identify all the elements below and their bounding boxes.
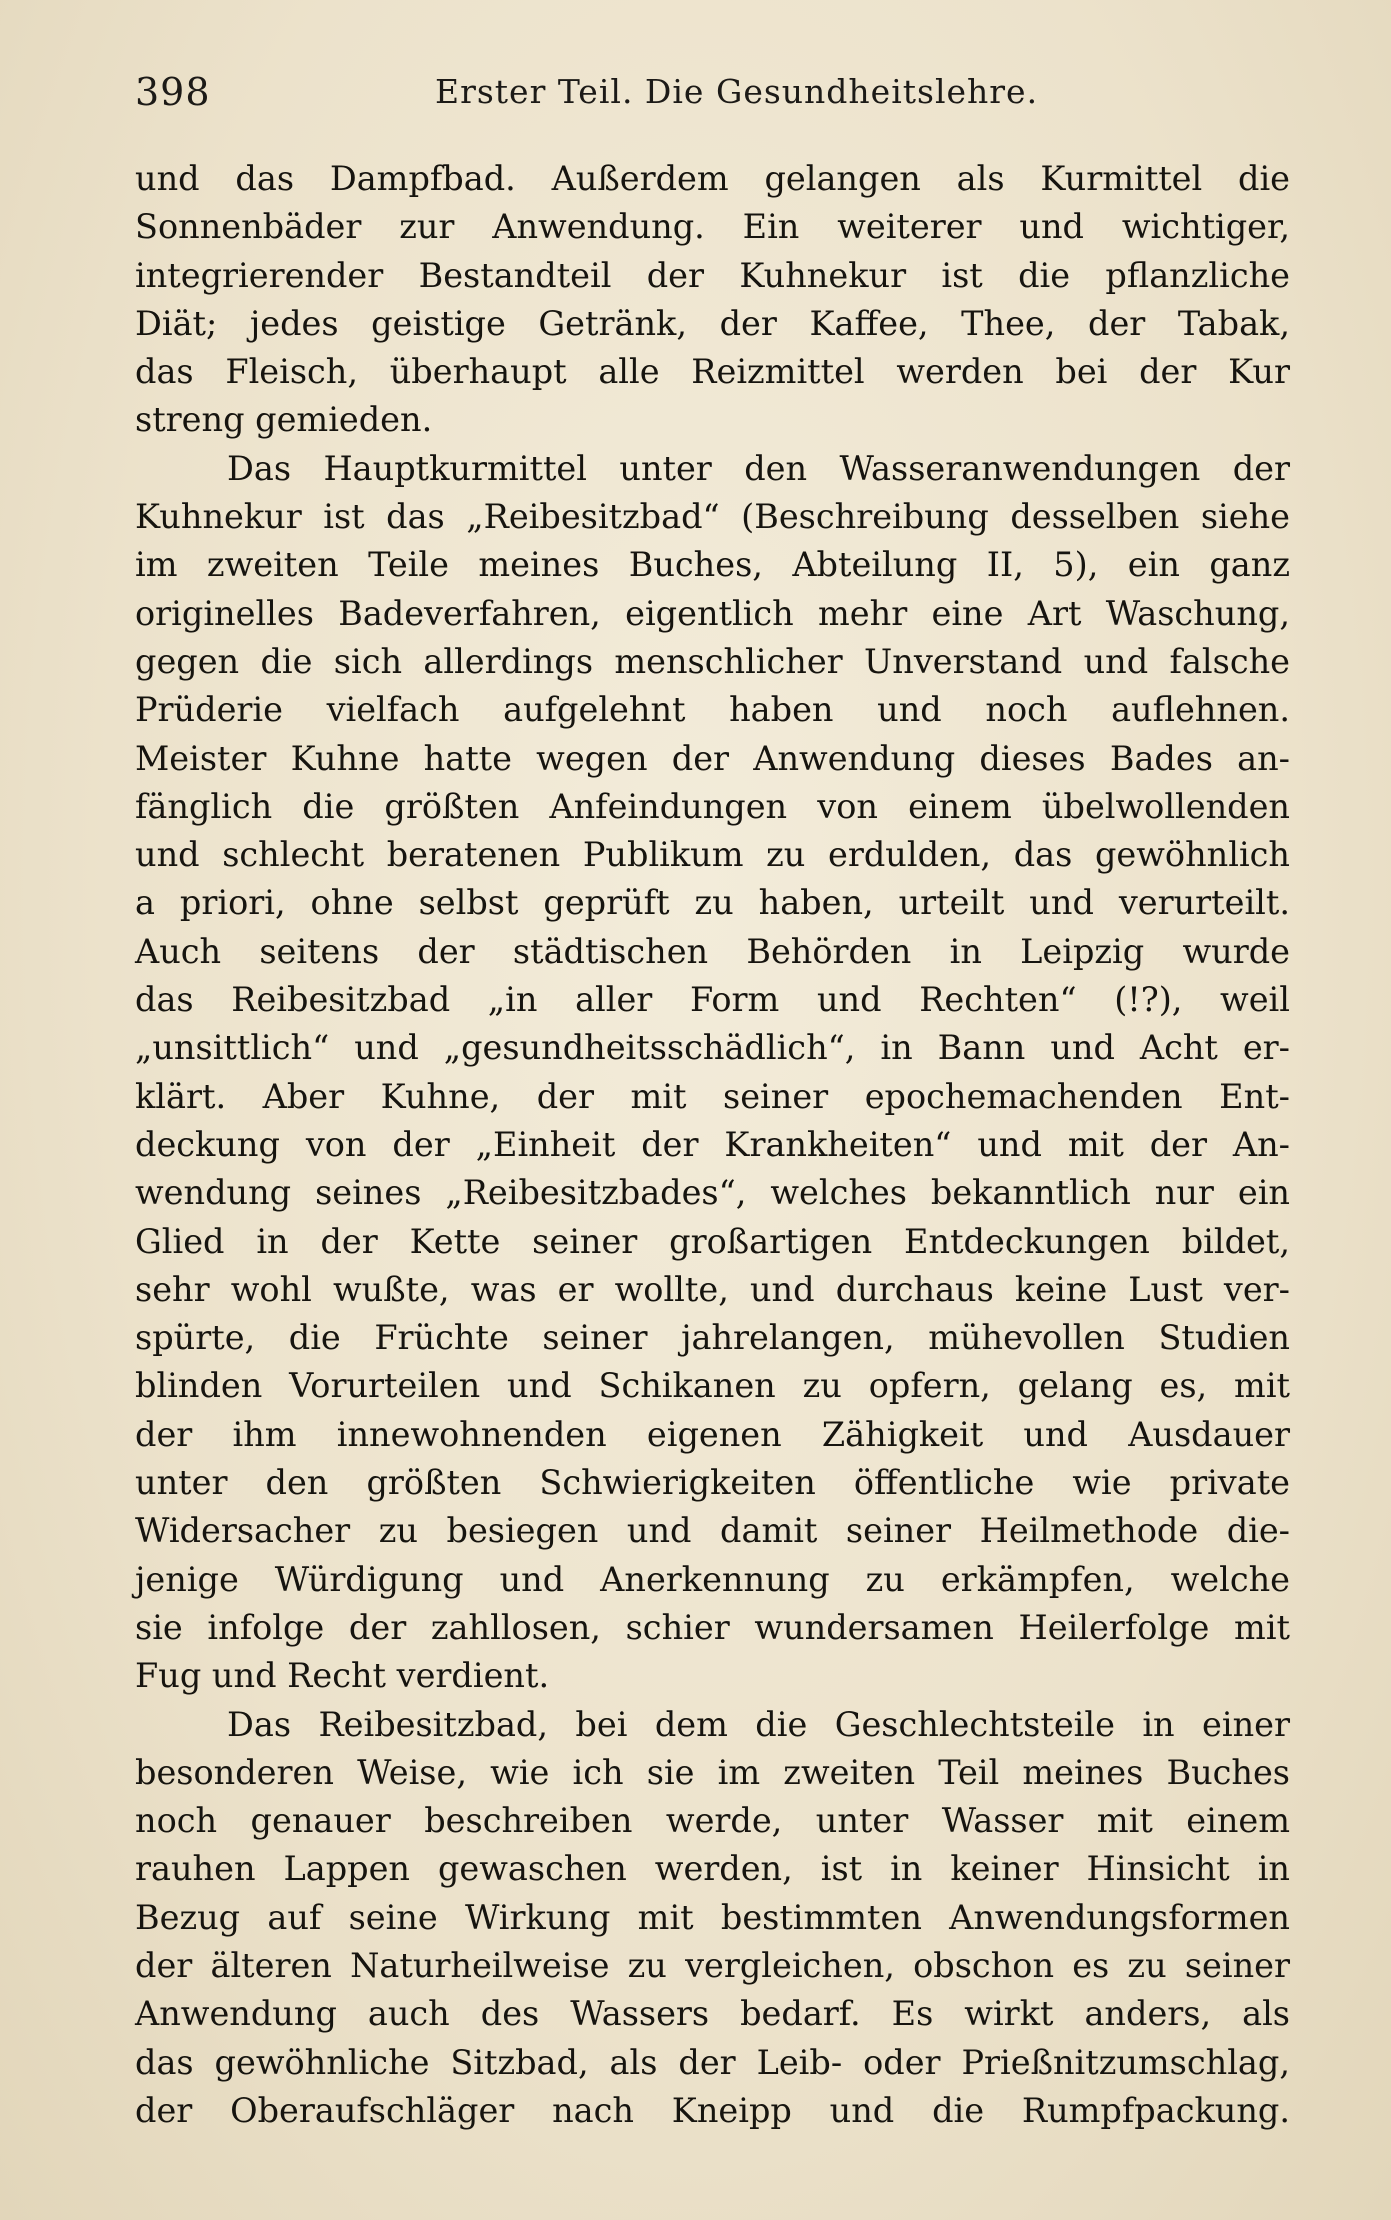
text-line: a priori, ohne selbst geprüft zu haben, urteilt und verurteilt. bbox=[135, 883, 1290, 923]
text-line: der ihm innewohnenden eigenen Zähigkeit und Ausdauer bbox=[135, 1414, 1290, 1454]
text-line: unter den größten Schwierigkeiten öffentliche wie private bbox=[135, 1463, 1290, 1503]
text-line: das Fleisch, überhaupt alle Reizmittel werden bei der Kur bbox=[135, 352, 1290, 392]
text-line: klärt. Aber Kuhne, der mit seiner epochemachenden Ent- bbox=[135, 1076, 1290, 1116]
text-line: und schlecht beratenen Publikum zu erdulden, das gewöhnlich bbox=[135, 835, 1290, 875]
text-line: wendung seines „Reibesitzbades“, welches bekanntlich nur ein bbox=[135, 1173, 1290, 1213]
running-head: Erster Teil. Die Gesundheitslehre. bbox=[435, 72, 1039, 111]
text-line: Widersacher zu besiegen und damit seiner Heilmethode die- bbox=[135, 1511, 1290, 1551]
text-line: Glied in der Kette seiner großartigen Entdeckungen bildet, bbox=[135, 1221, 1290, 1261]
text-line: blinden Vorurteilen und Schikanen zu opfern, gelang es, mit bbox=[135, 1366, 1290, 1406]
text-line: Sonnenbäder zur Anwendung. Ein weiterer und wichtiger, bbox=[135, 207, 1290, 247]
text-line: „unsittlich“ und „gesundheitsschädlich“, in Bann und Acht er- bbox=[135, 1028, 1290, 1068]
text-line: Kuhnekur ist das „Reibesitzbad“ (Beschreibung desselben siehe bbox=[135, 497, 1290, 537]
text-line: fänglich die größten Anfeindungen von einem übelwollenden bbox=[135, 786, 1290, 826]
text-line: gegen die sich allerdings menschlicher Unverstand und falsche bbox=[135, 641, 1290, 681]
text-line: noch genauer beschreiben werde, unter Wasser mit einem bbox=[135, 1801, 1290, 1841]
text-line: Auch seitens der städtischen Behörden in Leipzig wurde bbox=[135, 931, 1290, 971]
text-line: im zweiten Teile meines Buches, Abteilung II, 5), ein ganz bbox=[135, 545, 1290, 585]
text-line: das gewöhnliche Sitzbad, als der Leib- oder Prießnitzumschlag, bbox=[135, 2042, 1290, 2082]
text-line: sie infolge der zahllosen, schier wundersamen Heilerfolge mit bbox=[135, 1607, 1290, 1647]
text-line: Prüderie vielfach aufgelehnt haben und noch auflehnen. bbox=[135, 690, 1290, 730]
text-line: sehr wohl wußte, was er wollte, und durchaus keine Lust ver- bbox=[135, 1269, 1290, 1309]
text-line: Diät; jedes geistige Getränk, der Kaffee, Thee, der Tabak, bbox=[135, 303, 1290, 343]
text-line: Bezug auf seine Wirkung mit bestimmten Anwendungsformen bbox=[135, 1897, 1290, 1937]
text-line: und das Dampfbad. Außerdem gelangen als Kurmittel die bbox=[135, 159, 1290, 198]
text-line: Fug und Recht verdient. bbox=[135, 1656, 550, 1696]
text-line: das Reibesitzbad „in aller Form und Rechten“ (!?), weil bbox=[135, 980, 1290, 1020]
text-line: spürte, die Früchte seiner jahrelangen, mühevollen Studien bbox=[135, 1318, 1290, 1358]
text-line: der älteren Naturheilweise zu vergleichen, obschon es zu seiner bbox=[135, 1945, 1290, 1985]
text-line: Anwendung auch des Wassers bedarf. Es wirkt anders, als bbox=[135, 1994, 1290, 2034]
text-line: rauhen Lappen gewaschen werden, ist in keiner Hinsicht in bbox=[135, 1849, 1290, 1889]
page-header bbox=[135, 70, 1285, 120]
text-line: deckung von der „Einheit der Krankheiten“ und mit der An- bbox=[135, 1124, 1290, 1164]
text-line: integrierender Bestandteil der Kuhnekur ist die pflanzliche bbox=[135, 255, 1290, 295]
text-line: besonderen Weise, wie ich sie im zweiten Teil meines Buches bbox=[135, 1752, 1290, 1792]
text-line: Meister Kuhne hatte wegen der Anwendung dieses Bades an- bbox=[135, 738, 1290, 778]
body-text bbox=[135, 155, 1290, 2135]
text-line: jenige Würdigung und Anerkennung zu erkämpfen, welche bbox=[135, 1559, 1290, 1599]
page-number: 398 bbox=[135, 70, 211, 114]
text-line: Das Reibesitzbad, bei dem die Geschlechtsteile in einer bbox=[227, 1704, 1290, 1744]
text-line: der Oberaufschläger nach Kneipp und die Rumpfpackung. bbox=[135, 2090, 1290, 2130]
text-line: originelles Badeverfahren, eigentlich mehr eine Art Waschung, bbox=[135, 593, 1290, 633]
text-line: streng gemieden. bbox=[135, 400, 433, 440]
text-line: Das Hauptkurmittel unter den Wasseranwendungen der bbox=[227, 448, 1290, 488]
